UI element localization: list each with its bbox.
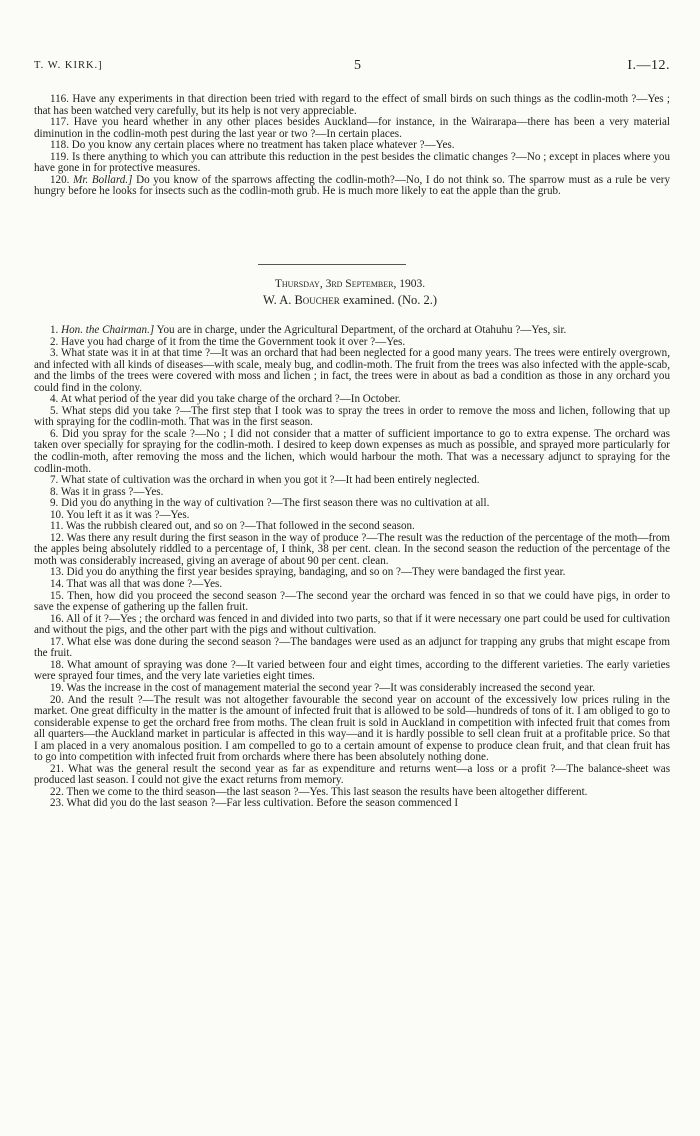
question-number: 20.	[50, 693, 64, 706]
question-paragraph	[34, 94, 670, 117]
question-paragraph	[34, 695, 670, 764]
question-number: 19.	[50, 681, 64, 694]
question-text: At what period of the year did you take charge of the orchard ?—In October.	[60, 393, 401, 406]
header-author: T. W. KIRK.]	[34, 60, 103, 71]
question-number: 117.	[50, 116, 70, 129]
question-text: You left it as it was ?—Yes.	[66, 508, 190, 521]
question-text: That was all that was done ?—Yes.	[66, 578, 223, 591]
section-boucher-testimony	[34, 325, 670, 810]
question-number: 9.	[50, 497, 59, 510]
question-text: Do you know of the sparrows affecting the codlin-moth?—No, I do not think so. The sparrow must as a rule be very hungry before he looks for insects such as the codlin-moth grub. He is much more likely to eat the apple than the grub.	[34, 173, 671, 198]
question-number: 116.	[50, 93, 70, 105]
question-text: Was the increase in the cost of management material the second year ?—It was considerably increased the second year.	[66, 681, 596, 694]
question-text: Did you do anything the first year besides spraying, bandaging, and so on ?—They were bandaged the first year.	[66, 566, 566, 579]
question-paragraph	[34, 660, 670, 683]
question-text: Then, how did you proceed the second season ?—The second year the orchard was fenced in so that we could have pigs, in order to save the expense of gathering up the fallen fruit.	[34, 589, 670, 614]
question-text: Have you had charge of it from the time the Government took it over ?—Yes.	[61, 335, 406, 348]
question-text: What steps did you take ?—The first step that I took was to spray the trees in order to remove the moss and lichen, following that up with spraying for the codlin-moth. That was in the first season.	[34, 404, 671, 429]
question-number: 11.	[50, 520, 64, 533]
question-paragraph	[34, 533, 670, 568]
question-text: What amount of spraying was done ?—It varied between four and eight times, according to the different varieties. The early varieties were sprayed four times, and the very late varieties eight times.	[34, 658, 670, 683]
question-text: Have you heard whether in any other places besides Auckland—for instance, in the Wairarapa—there has been a very material diminution in the codlin-moth pest during the last year or two ?—In certain places.	[34, 116, 670, 140]
question-number: 4.	[50, 393, 59, 406]
question-number: 22.	[50, 785, 64, 798]
session-date-year: 1903.	[399, 278, 426, 290]
question-text: Did you spray for the scale ?—No ; I did not consider that a matter of sufficient importance to go to extra expense. The orchard was taken over specially for spraying for the codlin-moth. I desired to keep down expenses as much as possible, and sprayed more particularly for the codlin-moth, after removing the moss and the lichen, which would harbour the moth. That was a necessary adjunct to spraying for the codlin-moth.	[34, 427, 670, 475]
question-text: What state of cultivation was the orchard in when you got it ?—It had been entirely neglected.	[60, 474, 480, 487]
question-text: Was it in grass ?—Yes.	[60, 485, 164, 498]
question-text: What was the general result the second year as far as expenditure and returns went—a loss or a profit ?—The balance-sheet was produced last season. I could not give the exact returns from memory.	[34, 762, 671, 787]
question-number: 12.	[50, 531, 64, 544]
page-header	[34, 58, 670, 78]
speaker-name: Mr. Bollard.]	[73, 173, 133, 186]
question-text: You are in charge, under the Agricultural Department, of the orchard at Otahuhu ?—Yes, sir.	[156, 324, 567, 336]
witness-heading	[0, 293, 700, 308]
witness-name: W. A. Boucher	[262, 293, 340, 307]
question-text: What did you do the last season ?—Far less cultivation. Before the season commenced I	[66, 797, 459, 810]
question-paragraph	[34, 117, 670, 140]
question-paragraph	[34, 429, 670, 475]
question-paragraph	[34, 591, 670, 614]
question-paragraph	[34, 406, 670, 429]
question-number: 23.	[50, 797, 64, 810]
question-number: 119.	[50, 150, 70, 163]
question-text: Then we come to the third season—the last season ?—Yes. This last season the results have been altogether different.	[66, 785, 588, 798]
session-date	[0, 278, 700, 290]
question-number: 1.	[50, 324, 59, 336]
question-paragraph	[34, 175, 670, 198]
question-number: 17.	[50, 635, 64, 648]
witness-examined-note: examined. (No. 2.)	[342, 293, 438, 307]
question-number: 13.	[50, 566, 64, 579]
question-number: 2.	[50, 335, 59, 348]
question-text: Is there anything to which you can attribute this reduction in the pest besides the climatic changes ?—No ; except in places where you have gone in for protective measures.	[34, 150, 670, 175]
question-number: 6.	[50, 427, 59, 440]
question-text: What state was it in at that time ?—It was an orchard that had been neglected for a good many years. The trees were entirely overgrown, and infected with all kinds of diseases—with scale, mealy bug, and codlin-moth. The fruit from the trees was also infected with the apple-scab, and the limbs of the trees were covered with moss and lichen ; in fact, the trees were in about as bad a condition as those in any orchard you could find in the colony.	[34, 347, 671, 394]
question-number: 18.	[50, 658, 64, 671]
question-number: 120.	[50, 173, 70, 186]
document-reference: I.—12.	[627, 58, 670, 73]
question-text: Have any experiments in that direction been tried with regard to the effect of small birds on such things as the codlin-moth ?—Yes ; that has been watched very carefully, but its help is not very appreciable.	[34, 93, 670, 117]
question-number: 5.	[50, 404, 59, 417]
question-paragraph	[34, 614, 670, 637]
question-number: 118.	[50, 139, 70, 152]
question-paragraph	[34, 798, 670, 810]
question-number: 7.	[50, 474, 59, 487]
question-text: Was there any result during the first season in the way of produce ?—The result was the reduction of the percentage of the moth—from the apples being absolutely riddled to a percentage of, I think, 38 per cent. clean. In the second season the reduction of the percentage of the moth was considerably increased, giving an average of about 90 per cent. clean.	[34, 531, 671, 567]
question-paragraph	[34, 637, 670, 660]
question-paragraph	[34, 348, 670, 394]
question-number: 21.	[50, 762, 64, 775]
question-text: And the result ?—The result was not altogether favourable the second year on account of the excessively low prices ruling in the market. One great difficulty in the matter is the amount of infected fruit that is allowed to be sold—hundreds of tons of it. I am obliged to go to considerable expense to get the orchard free from moths. The clean fruit is sold in Auckland in competition with infected fruit that comes from all quarters—the Auckland market in particular is affected in this way—and it is hardly possible to sell clean fruit at a profitable price. So that I am placed in a very anomalous position. I am compelled to go to a certain amount of expense to produce clean fruit, and that clean fruit has to go into competition with infected fruit from orchards where there has been absolutely nothing done.	[34, 693, 670, 764]
question-paragraph	[34, 152, 670, 175]
section-previous-testimony	[34, 94, 670, 198]
question-text: Was the rubbish cleared out, and so on ?—That followed in the second season.	[66, 520, 415, 533]
section-divider	[258, 264, 406, 265]
question-text: What else was done during the second season ?—The bandages were used as an adjunct for trapping any grubs that might escape from the fruit.	[34, 635, 670, 660]
question-text: All of it ?—Yes ; the orchard was fenced in and divided into two parts, so that if it were necessary one part could be used for cultivation and without the pigs, and the other part with the pigs and without cultivation.	[34, 612, 670, 637]
question-number: 8.	[50, 485, 59, 498]
speaker-name: Hon. the Chairman.]	[61, 324, 155, 336]
question-number: 15.	[50, 589, 64, 602]
question-paragraph	[34, 764, 670, 787]
question-text: Did you do anything in the way of cultivation ?—The first season there was no cultivation at all.	[61, 497, 490, 510]
question-text: Do you know any certain places where no treatment has taken place whatever ?—Yes.	[71, 139, 455, 152]
question-number: 3.	[50, 347, 59, 360]
question-number: 16.	[50, 612, 64, 625]
session-date-day: Thursday, 3rd September,	[274, 278, 397, 290]
question-number: 14.	[50, 578, 64, 591]
question-number: 10.	[50, 508, 64, 521]
page-number: 5	[354, 58, 361, 73]
